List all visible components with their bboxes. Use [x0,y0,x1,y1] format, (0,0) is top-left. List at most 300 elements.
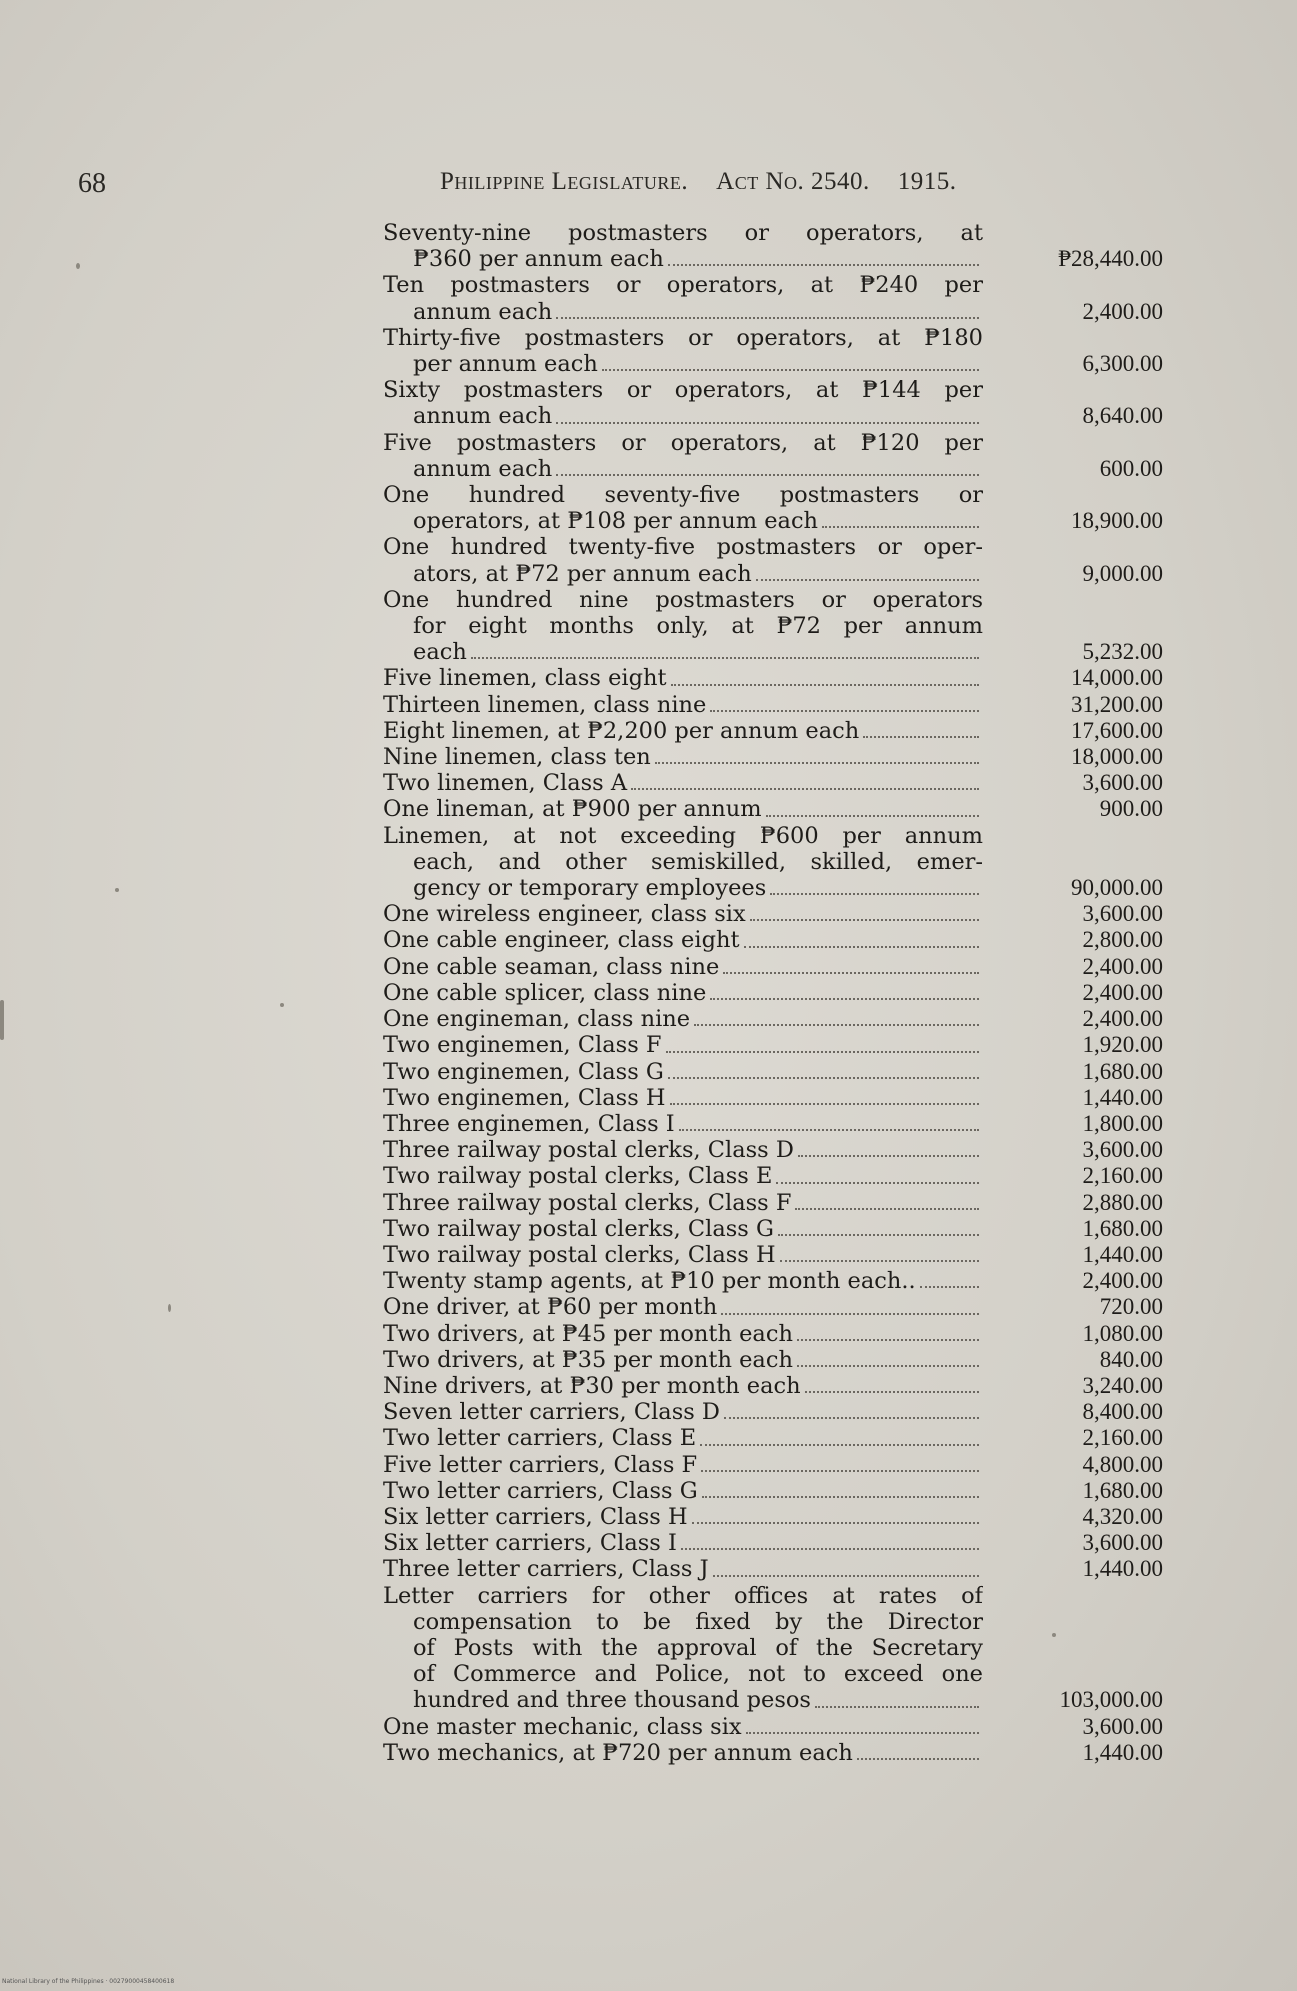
leader-dots [776,1176,979,1184]
entry-amount: 8,640.00 [1082,403,1163,429]
entry-line [383,665,983,691]
entry-line-text: each [413,639,467,666]
entry-amount: 600.00 [1099,455,1163,481]
entry-line-text: Five postmasters or operators, at ₱120 per [383,429,983,456]
entry-description [383,692,983,718]
entry-line-text: One cable splicer, class nine [383,979,707,1006]
entry-line-text: Eight linemen, at ₱2,200 per annum each [383,717,860,744]
running-head [440,168,957,196]
leader-dots [602,363,979,371]
entry-line-text: One hundred nine postmasters or operators [383,586,983,613]
leader-dots [655,756,979,764]
schedule-entry [383,587,1163,666]
entry-line [383,1661,983,1687]
scan-speck [280,1003,284,1007]
entry-line [383,1347,983,1373]
entry-line-text: Six letter carriers, Class I [383,1530,677,1557]
entry-description [383,1740,983,1766]
schedule-entry [383,1740,1163,1766]
entry-line-text: Two enginemen, Class H [383,1084,666,1111]
entry-description [383,1190,983,1216]
entry-line-text: Two mechanics, at ₱720 per annum each [383,1739,853,1766]
leader-dots [668,258,979,266]
entry-line [383,403,983,429]
entry-amount: 2,400.00 [1082,979,1163,1005]
entry-line [383,1006,983,1032]
entry-amount: 2,400.00 [1082,953,1163,979]
entry-line [383,1635,983,1661]
entry-line [383,377,983,403]
entry-description [383,1216,983,1242]
scan-edge-mark [0,1000,4,1040]
entry-line-text: of Commerce and Police, not to exceed one [413,1661,983,1688]
entry-description [383,1163,983,1189]
entry-line [383,613,983,639]
entry-line-text: Seventy-nine postmasters or operators, at [383,220,983,246]
entry-line [383,1425,983,1451]
entry-line-text: Two letter carriers, Class E [383,1425,697,1452]
leader-dots [822,520,979,528]
entry-line [383,1452,983,1478]
schedule-entry [383,1556,1163,1582]
leader-dots [770,887,979,895]
entry-line-text: operators, at ₱108 per annum each [413,508,819,535]
entry-description [383,1294,983,1320]
entry-line [383,246,983,272]
schedule-entry [383,692,1163,718]
entry-description [383,1085,983,1111]
entry-description [383,901,983,927]
leader-dots [556,311,979,319]
entry-line-text: per annum each [413,351,598,378]
entry-line-text: Three enginemen, Class I [383,1110,675,1137]
entry-line-text: each, and other semiskilled, skilled, emer- [413,848,983,875]
entry-description [383,1530,983,1556]
entry-amount: 103,000.00 [1059,1687,1163,1713]
leader-dots [556,416,979,424]
schedule-entry [383,796,1163,822]
entry-amount: ₱28,440.00 [1058,246,1163,272]
entry-line-text: Nine linemen, class ten [383,744,651,771]
entry-description [383,1032,983,1058]
schedule-entry [383,482,1163,534]
schedule-entry [383,954,1163,980]
entry-line-text: One cable engineer, class eight [383,927,740,954]
entry-line [383,1583,983,1609]
entry-amount: 6,300.00 [1082,351,1163,377]
leader-dots [694,1018,979,1026]
schedule-entry [383,980,1163,1006]
schedule-entry [383,823,1163,902]
entry-description [383,1478,983,1504]
entry-description [383,377,983,429]
schedule-entry [383,1032,1163,1058]
entry-line [383,639,983,665]
entry-line-text: compensation to be fixed by the Director [413,1608,983,1635]
entry-amount: 3,600.00 [1082,1137,1163,1163]
entry-line-text: Three letter carriers, Class J [383,1556,709,1583]
entry-line-text: gency or temporary employees [413,875,767,902]
leader-dots [556,468,979,476]
entry-line-text: of Posts with the approval of the Secretary [413,1634,983,1661]
entry-line-text: Thirty-five postmasters or operators, at ₱180 [383,324,983,351]
entry-line [383,1190,983,1216]
leader-dots [471,651,979,659]
entry-line [383,744,983,770]
leader-dots [701,1464,979,1472]
schedule-entry [383,1216,1163,1242]
schedule-entry [383,1111,1163,1137]
leader-dots [805,1385,979,1393]
entry-line [383,272,983,298]
entry-amount: 5,232.00 [1082,639,1163,665]
schedule-entry [383,1504,1163,1530]
entry-description [383,1452,983,1478]
leader-dots [721,1307,979,1315]
entry-amount: 18,000.00 [1071,744,1163,770]
leader-dots [857,1752,979,1760]
leader-dots [666,1045,979,1053]
leader-dots [702,1490,979,1498]
entry-line-text: Five letter carriers, Class F [383,1451,698,1478]
entry-line [383,1556,983,1582]
entry-line-text: Thirteen linemen, class nine [383,691,707,718]
entry-line [383,692,983,718]
entry-amount: 900.00 [1099,796,1163,822]
entry-line-text: annum each [413,403,553,430]
entry-line [383,430,983,456]
schedule-entry [383,1190,1163,1216]
schedule-entry [383,1294,1163,1320]
entry-line [383,1373,983,1399]
entry-line [383,1321,983,1347]
entry-description [383,1242,983,1268]
entry-description [383,796,983,822]
entry-amount: 4,800.00 [1082,1451,1163,1477]
entry-line-text: Two enginemen, Class G [383,1058,664,1085]
schedule-entry [383,272,1163,324]
schedule-entry [383,744,1163,770]
entry-line [383,561,983,587]
entry-line [383,1242,983,1268]
entry-description [383,325,983,377]
schedule-entry [383,665,1163,691]
entry-amount: 1,920.00 [1082,1032,1163,1058]
entry-description [383,823,983,902]
entry-line [383,351,983,377]
entry-line-text: for eight months only, at ₱72 per annum [413,613,983,640]
entry-description [383,1111,983,1137]
entry-amount: 8,400.00 [1082,1399,1163,1425]
entry-line [383,1032,983,1058]
entry-line [383,1609,983,1635]
entry-line-text: Two railway postal clerks, Class E [383,1163,773,1190]
leader-dots [700,1438,979,1446]
entry-line-text: annum each [413,455,553,482]
schedule-entry [383,1425,1163,1451]
entry-amount: 90,000.00 [1071,875,1163,901]
entry-line [383,1268,983,1294]
leader-dots [780,1254,979,1262]
entry-line-text: Six letter carriers, Class H [383,1503,688,1530]
entry-description [383,1583,983,1714]
entry-line [383,980,983,1006]
entry-description [383,980,983,1006]
entry-amount: 9,000.00 [1082,560,1163,586]
entry-line [383,456,983,482]
entry-line-text: One hundred twenty-five postmasters or oper- [383,534,983,561]
entry-line [383,534,983,560]
leader-dots [744,940,979,948]
scan-speck [76,263,80,269]
entry-amount: 1,440.00 [1082,1556,1163,1582]
leader-dots [671,678,979,686]
entry-line-text: Five linemen, class eight [383,665,667,692]
year: 1915. [897,168,957,195]
entry-line-text: One master mechanic, class six [383,1713,742,1740]
entry-line [383,927,983,953]
entry-line [383,823,983,849]
schedule-entry [383,534,1163,586]
leader-dots [723,966,979,974]
entry-amount: 18,900.00 [1071,508,1163,534]
entry-line-text: Twenty stamp agents, at ₱10 per month each.. [383,1268,916,1295]
scan-credit: National Library of the Philippines · 00279000458400618 [2,1978,175,1985]
entry-line [383,508,983,534]
publication-title: Philippine Legislature. [440,168,689,195]
schedule-entry [383,1059,1163,1085]
schedule-entry [383,430,1163,482]
entry-description [383,482,983,534]
page-number: 68 [78,168,106,199]
schedule-entry [383,1452,1163,1478]
entry-description [383,1347,983,1373]
entry-amount: 1,440.00 [1082,1084,1163,1110]
entry-amount: 840.00 [1099,1346,1163,1372]
entry-amount: 4,320.00 [1082,1503,1163,1529]
entry-line [383,1085,983,1111]
entry-line [383,1714,983,1740]
entry-amount: 3,600.00 [1082,1530,1163,1556]
entry-line-text: Nine drivers, at ₱30 per month each [383,1372,801,1399]
entry-amount: 2,400.00 [1082,1006,1163,1032]
schedule-entry [383,1399,1163,1425]
entry-description [383,665,983,691]
appropriation-schedule [383,220,1163,1766]
entry-line-text: Two drivers, at ₱35 per month each [383,1346,793,1373]
entry-line-text: One driver, at ₱60 per month [383,1294,718,1321]
entry-amount: 31,200.00 [1071,691,1163,717]
entry-line [383,1687,983,1713]
leader-dots [797,1359,979,1367]
entry-description [383,1504,983,1530]
entry-line [383,875,983,901]
schedule-entry [383,1163,1163,1189]
leader-dots [668,1071,979,1079]
entry-line-text: Three railway postal clerks, Class F [383,1189,792,1216]
leader-dots [756,573,979,581]
leader-dots [710,992,979,1000]
entry-description [383,927,983,953]
entry-line [383,1478,983,1504]
schedule-entry [383,325,1163,377]
leader-dots [713,1569,979,1577]
entry-amount: 2,400.00 [1082,298,1163,324]
schedule-entry [383,1714,1163,1740]
entry-amount: 17,600.00 [1071,717,1163,743]
entry-line-text: Letter carriers for other offices at rates of [383,1582,983,1609]
entry-line-text: One wireless engineer, class six [383,901,746,928]
entry-line-text: annum each [413,298,553,325]
entry-line [383,1163,983,1189]
entry-line-text: ₱360 per annum each [413,246,664,273]
entry-amount: 2,880.00 [1082,1189,1163,1215]
leader-dots [798,1149,979,1157]
entry-line [383,1504,983,1530]
entry-amount: 2,400.00 [1082,1268,1163,1294]
entry-amount: 1,680.00 [1082,1215,1163,1241]
leader-dots [778,1228,979,1236]
entry-amount: 1,440.00 [1082,1739,1163,1765]
entry-line [383,299,983,325]
leader-dots [679,1123,979,1131]
entry-description [383,220,983,272]
entry-description [383,1373,983,1399]
schedule-entry [383,1478,1163,1504]
entry-line-text: Two drivers, at ₱45 per month each [383,1320,793,1347]
entry-line-text: Seven letter carriers, Class D [383,1399,720,1426]
entry-description [383,272,983,324]
entry-amount: 1,440.00 [1082,1241,1163,1267]
entry-line-text: One cable seaman, class nine [383,953,720,980]
entry-line [383,1059,983,1085]
entry-description [383,1137,983,1163]
entry-amount: 3,600.00 [1082,770,1163,796]
entry-amount: 1,080.00 [1082,1320,1163,1346]
entry-line-text: Two railway postal clerks, Class G [383,1215,774,1242]
entry-line-text: Two linemen, Class A [383,770,628,797]
entry-line [383,1137,983,1163]
leader-dots [863,730,979,738]
leader-dots [681,1542,979,1550]
entry-line-text: Two letter carriers, Class G [383,1477,698,1504]
entry-description [383,770,983,796]
entry-description [383,587,983,666]
schedule-entry [383,1242,1163,1268]
schedule-entry [383,1321,1163,1347]
entry-description [383,744,983,770]
entry-amount: 1,680.00 [1082,1058,1163,1084]
entry-line [383,1399,983,1425]
entry-description [383,718,983,744]
leader-dots [670,1097,979,1105]
leader-dots [746,1726,979,1734]
entry-amount: 2,160.00 [1082,1163,1163,1189]
entry-description [383,1268,983,1294]
entry-line [383,220,983,246]
leader-dots [692,1516,979,1524]
schedule-entry [383,718,1163,744]
entry-description [383,1425,983,1451]
entry-description [383,430,983,482]
leader-dots [724,1411,979,1419]
schedule-entry [383,1006,1163,1032]
leader-dots [750,913,979,921]
entry-line [383,1740,983,1766]
schedule-entry [383,1085,1163,1111]
entry-line [383,901,983,927]
entry-line-text: Sixty postmasters or operators, at ₱144 per [383,377,983,404]
entry-line-text: Three railway postal clerks, Class D [383,1137,794,1164]
leader-dots [710,704,979,712]
entry-amount: 3,600.00 [1082,1713,1163,1739]
scan-speck [168,1304,171,1312]
schedule-entry [383,901,1163,927]
entry-line [383,1294,983,1320]
entry-line-text: Two enginemen, Class F [383,1032,662,1059]
entry-amount: 14,000.00 [1071,665,1163,691]
schedule-entry [383,1530,1163,1556]
entry-line [383,325,983,351]
entry-amount: 2,800.00 [1082,927,1163,953]
entry-amount: 720.00 [1099,1294,1163,1320]
entry-line-text: Linemen, at not exceeding ₱600 per annum [383,822,983,849]
entry-line [383,482,983,508]
entry-line [383,770,983,796]
entry-line [383,587,983,613]
leader-dots [920,1280,979,1288]
entry-description [383,1059,983,1085]
entry-description [383,954,983,980]
schedule-entry [383,377,1163,429]
entry-description [383,1321,983,1347]
entry-description [383,1556,983,1582]
entry-amount: 1,680.00 [1082,1477,1163,1503]
entry-line [383,849,983,875]
entry-line [383,1111,983,1137]
entry-line-text: Two railway postal clerks, Class H [383,1241,776,1268]
schedule-entry [383,1268,1163,1294]
entry-description [383,1006,983,1032]
entry-amount: 3,600.00 [1082,901,1163,927]
leader-dots [797,1333,979,1341]
entry-description [383,534,983,586]
leader-dots [766,809,979,817]
entry-line-text: One lineman, at ₱900 per annum [383,796,762,823]
entry-line [383,1216,983,1242]
leader-dots [631,782,979,790]
entry-line-text: Ten postmasters or operators, at ₱240 per [383,272,983,299]
entry-amount: 2,160.00 [1082,1425,1163,1451]
entry-amount: 1,800.00 [1082,1110,1163,1136]
entry-line [383,1530,983,1556]
entry-line [383,796,983,822]
schedule-entry [383,1347,1163,1373]
schedule-entry [383,1373,1163,1399]
schedule-entry [383,770,1163,796]
schedule-entry [383,1137,1163,1163]
entry-line [383,718,983,744]
entry-line-text: ators, at ₱72 per annum each [413,560,752,587]
scan-speck [1052,1633,1056,1637]
schedule-entry [383,927,1163,953]
entry-line-text: One engineman, class nine [383,1006,691,1033]
act-number: Act No. 2540. [716,168,870,195]
entry-line-text: hundred and three thousand pesos [413,1687,811,1714]
leader-dots [795,1202,979,1210]
entry-line-text: One hundred seventy-five postmasters or [383,482,983,509]
entry-description [383,1714,983,1740]
